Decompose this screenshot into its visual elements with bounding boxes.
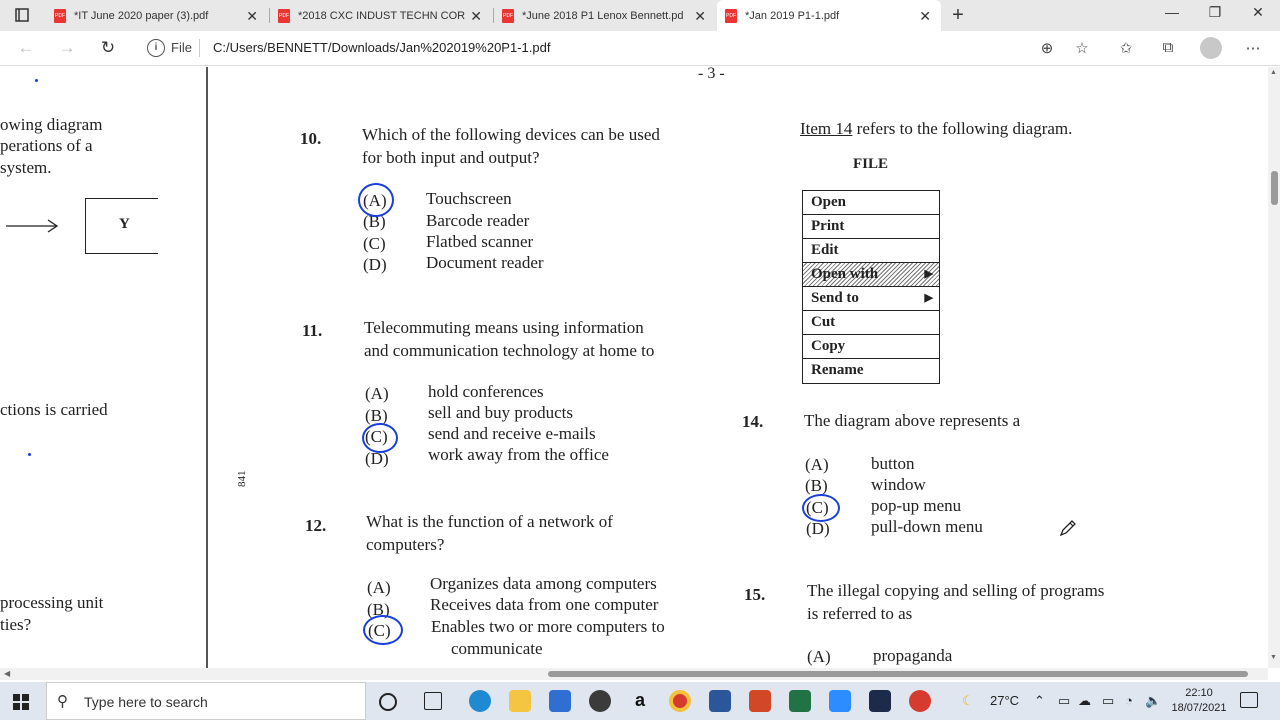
collections-button[interactable]	[1158, 39, 1178, 56]
forward-arrow-icon: →	[58, 38, 76, 57]
option-letter: (A)	[807, 647, 831, 666]
answer-circle-mark	[358, 183, 394, 217]
option-text: Receives data from one computer	[430, 595, 659, 614]
add-favorite-button[interactable]	[1072, 39, 1092, 57]
option-text: communicate	[451, 639, 543, 658]
close-icon[interactable]: ✕	[470, 8, 482, 24]
powerpoint-icon[interactable]	[749, 690, 771, 712]
menu-item-label: Send to	[811, 290, 859, 306]
item-14-intro	[800, 117, 1072, 140]
answer-circle-mark	[362, 423, 398, 453]
option-text: propaganda	[873, 646, 953, 665]
zoom-app-icon[interactable]	[829, 690, 851, 712]
address-bar-url[interactable]: C:/Users/BENNETT/Downloads/Jan%202019%20P1-1.pdf	[213, 40, 551, 55]
edge-browser-icon[interactable]	[469, 690, 491, 712]
pen-dot	[35, 79, 38, 82]
tab-it-june-2020[interactable]	[46, 0, 268, 31]
chrome-profile-icon[interactable]	[909, 690, 931, 712]
volume-icon[interactable]: 🔈	[1145, 693, 1162, 708]
favorites-button[interactable]	[1116, 39, 1136, 57]
taskbar	[0, 682, 1280, 720]
vertical-scroll-thumb[interactable]	[1271, 171, 1278, 205]
address-divider	[199, 39, 200, 57]
option-letter: (A)	[363, 191, 387, 210]
question-15-text: is referred to as	[807, 604, 913, 623]
pdf-viewer[interactable]	[0, 67, 1268, 668]
option-letter: (A)	[805, 455, 829, 474]
maximize-button[interactable]	[1205, 4, 1225, 21]
side-code: 841	[236, 470, 248, 487]
info-icon[interactable]: i	[147, 39, 165, 57]
menu-item-open: Open	[803, 191, 939, 215]
option-text: pull-down menu	[871, 517, 983, 536]
close-window-button[interactable]	[1248, 4, 1268, 21]
answer-circle-mark	[363, 615, 403, 645]
option-text: hold conferences	[428, 382, 544, 401]
tab-june-2018-p1[interactable]	[494, 0, 716, 31]
excel-icon[interactable]	[789, 690, 811, 712]
option-letter: (B)	[367, 600, 390, 619]
option-letter: (B)	[805, 476, 828, 495]
submenu-arrow-icon: ▶	[924, 292, 933, 304]
windows-start-icon[interactable]	[13, 694, 29, 710]
menu-item-send-to	[803, 287, 939, 311]
more-icon: ⋯	[1245, 40, 1261, 57]
search-placeholder: Type here to search	[84, 694, 208, 710]
tab-jan-2019-p1[interactable]	[717, 0, 941, 31]
close-icon: ✕	[1252, 4, 1264, 20]
question-12-number: 12.	[305, 516, 327, 535]
tab-title: *June 2018 P1 Lenox Bennett.pd	[522, 9, 684, 22]
option-letter: (C)	[363, 234, 386, 253]
tab-actions-button[interactable]	[8, 4, 36, 26]
question-15-text: The illegal copying and selling of programs	[807, 581, 1105, 600]
close-icon[interactable]: ✕	[919, 8, 931, 24]
tab-actions-icon	[15, 8, 29, 22]
tab-title: *2018 CXC INDUST TECHN COR	[298, 9, 466, 22]
menu-item-edit: Edit	[803, 239, 939, 263]
wifi-icon[interactable]: ◔	[1125, 693, 1133, 708]
item-14-link: Item 14	[800, 119, 853, 138]
word-icon[interactable]	[709, 690, 731, 712]
pdf-file-icon: PDF	[54, 9, 66, 23]
chrome-icon[interactable]	[669, 690, 691, 712]
zoom-button[interactable]	[1037, 39, 1057, 57]
search-icon: ⚲	[57, 693, 68, 710]
horizontal-scrollbar[interactable]	[0, 668, 1268, 680]
favorites-icon: ✩	[1119, 40, 1133, 57]
option-letter: (D)	[365, 449, 389, 468]
collections-icon: ⧉	[1162, 39, 1174, 56]
battery-icon[interactable]: ▭	[1102, 693, 1115, 708]
option-letter: (C)	[365, 427, 388, 446]
question-12-text: computers?	[366, 535, 445, 554]
plus-icon: +	[952, 4, 964, 26]
navigation-bar	[0, 31, 1280, 66]
left-page-fragment: ctions is carried	[0, 400, 108, 419]
answer-circle-mark	[802, 494, 840, 522]
tab-2018-cxc[interactable]	[270, 0, 492, 31]
onedrive-icon[interactable]: ☁	[1078, 693, 1091, 708]
meet-now-icon[interactable]: ▭	[1058, 693, 1071, 708]
file-menu-diagram	[802, 190, 940, 384]
arrow-right-icon	[6, 217, 60, 235]
option-text: Touchscreen	[426, 189, 512, 208]
close-icon[interactable]: ✕	[694, 8, 706, 24]
menu-item-label: Open with	[811, 266, 879, 282]
question-11-text: Telecommuting means using information	[364, 318, 644, 337]
task-view-icon[interactable]	[424, 692, 442, 710]
back-button[interactable]	[15, 38, 37, 58]
file-explorer-icon[interactable]	[509, 690, 531, 712]
option-text: button	[871, 454, 915, 473]
option-text: Barcode reader	[426, 211, 530, 230]
menu-item-copy: Copy	[803, 335, 939, 359]
tab-title: *IT June 2020 paper (3).pdf	[74, 9, 209, 22]
pen-dot	[28, 453, 31, 456]
pdf-file-icon: PDF	[725, 9, 737, 23]
close-icon[interactable]: ✕	[246, 8, 258, 24]
diagram-box-label: Y	[119, 216, 130, 232]
weather-icon[interactable]: ☾	[962, 693, 974, 708]
clock-time: 22:10	[1185, 687, 1213, 699]
mail-icon[interactable]	[549, 690, 571, 712]
option-letter: (C)	[368, 621, 391, 640]
question-11-number: 11.	[302, 321, 323, 340]
option-text: pop-up menu	[871, 496, 962, 515]
option-text: Document reader	[426, 253, 544, 272]
option-text: sell and buy products	[428, 403, 573, 422]
question-14-number: 14.	[742, 412, 764, 431]
refresh-icon: ↻	[100, 38, 116, 57]
menu-item-rename: Rename	[811, 362, 864, 378]
question-10-text: for both input and output?	[362, 148, 540, 167]
system-clock[interactable]	[1168, 686, 1230, 716]
menu-title: FILE	[853, 156, 889, 172]
left-page-fragment: processing unit	[0, 593, 104, 612]
media-app-icon[interactable]	[589, 690, 611, 712]
back-arrow-icon: ←	[17, 38, 35, 57]
question-10-number: 10.	[300, 129, 322, 148]
option-letter: (A)	[365, 384, 389, 403]
notification-icon[interactable]	[1240, 692, 1258, 708]
vertical-scrollbar[interactable]	[1268, 67, 1280, 668]
option-text: window	[871, 475, 926, 494]
lightroom-icon[interactable]	[869, 690, 891, 712]
submenu-arrow-icon: ▶	[924, 268, 933, 280]
profile-avatar[interactable]	[1200, 37, 1222, 59]
clock-date: 18/07/2021	[1171, 702, 1227, 714]
option-text: Organizes data among computers	[430, 574, 657, 593]
new-tab-button[interactable]	[948, 4, 968, 27]
menu-item-print: Print	[803, 215, 939, 239]
option-letter: (C)	[806, 498, 829, 517]
tab-title: *Jan 2019 P1-1.pdf	[745, 9, 840, 22]
horizontal-scroll-thumb[interactable]	[548, 671, 1248, 677]
option-text: Flatbed scanner	[426, 232, 534, 251]
pdf-file-icon: PDF	[502, 9, 514, 23]
option-text: send and receive e-mails	[428, 424, 596, 443]
taskbar-search-box[interactable]	[46, 682, 366, 720]
question-14-text: The diagram above represents a	[804, 411, 1021, 430]
scroll-down-icon[interactable]: ▼	[1270, 654, 1277, 661]
settings-menu-button[interactable]	[1243, 39, 1263, 57]
page-number: - 3 -	[698, 67, 725, 82]
chevron-up-icon[interactable]: ⌃	[1034, 693, 1045, 708]
star-plus-icon: ☆	[1075, 40, 1089, 57]
option-text: work away from the office	[428, 445, 609, 464]
menu-item-open-with	[803, 263, 939, 287]
page-edge	[206, 67, 208, 668]
left-page-fragment: ties?	[0, 615, 32, 634]
question-10-text: Which of the following devices can be used	[362, 125, 660, 144]
question-12-text: What is the function of a network of	[366, 512, 613, 531]
weather-temperature[interactable]: 27°C	[990, 693, 1020, 708]
minimize-button[interactable]	[1162, 4, 1182, 20]
minimize-icon: —	[1165, 4, 1179, 20]
cortana-icon[interactable]	[379, 693, 397, 711]
address-scheme-label: File	[171, 40, 192, 55]
forward-button[interactable]	[56, 38, 78, 58]
zoom-icon: ⊕	[1040, 40, 1054, 57]
option-letter: (D)	[806, 519, 830, 538]
question-15-number: 15.	[744, 585, 766, 604]
option-letter: (B)	[365, 406, 388, 425]
option-letter: (B)	[363, 212, 386, 231]
option-letter: (A)	[367, 578, 391, 597]
item-14-intro-rest: refers to the following diagram.	[852, 119, 1073, 138]
scroll-up-icon[interactable]: ▲	[1270, 69, 1277, 76]
menu-item-cut: Cut	[803, 311, 939, 335]
scroll-left-icon[interactable]: ◀	[4, 669, 11, 678]
refresh-button[interactable]	[97, 38, 119, 58]
left-page-fragment: perations of a	[0, 136, 93, 155]
restore-icon: ❐	[1208, 4, 1222, 20]
left-page-fragment: system.	[0, 158, 52, 177]
left-page-fragment: owing diagram	[0, 115, 103, 134]
amazon-icon[interactable]: a	[634, 690, 645, 710]
pdf-file-icon: PDF	[278, 9, 290, 23]
option-letter: (D)	[363, 255, 387, 274]
pen-cursor-icon	[1058, 518, 1078, 538]
question-11-text: and communication technology at home to	[364, 341, 655, 360]
option-text: Enables two or more computers to	[431, 617, 665, 636]
tab-strip	[0, 0, 1280, 31]
